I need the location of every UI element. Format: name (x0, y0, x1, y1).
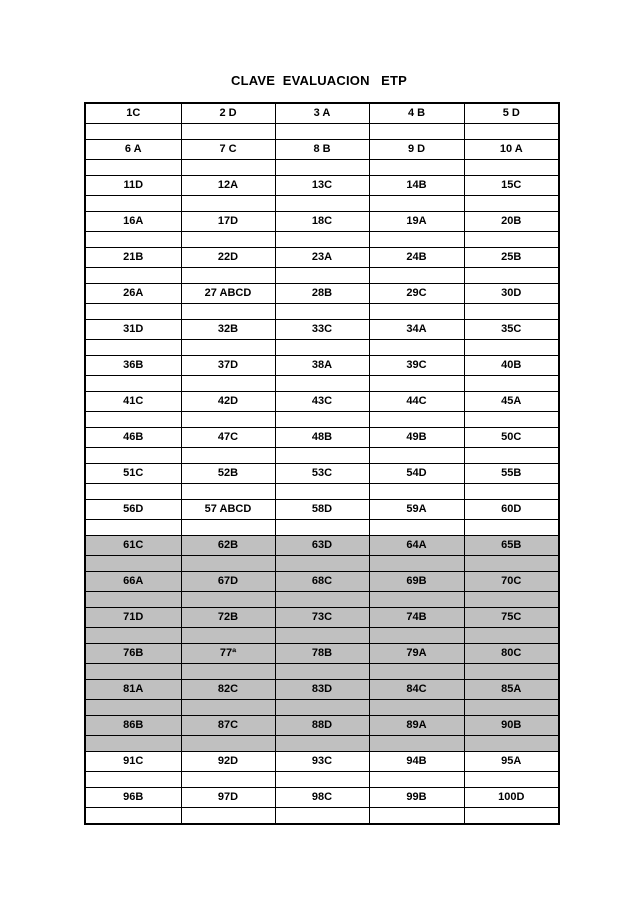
answer-cell: 39C (369, 356, 464, 376)
answer-cell: 91C (85, 752, 181, 772)
answer-cell: 29C (369, 284, 464, 304)
answer-row (85, 572, 559, 592)
answer-cell: 90B (464, 716, 559, 736)
spacer-row (85, 700, 559, 716)
answer-row (85, 392, 559, 412)
spacer-cell (181, 556, 275, 572)
answer-cell: 33C (275, 320, 369, 340)
spacer-cell (181, 664, 275, 680)
answer-cell: 64A (369, 536, 464, 556)
answer-cell: 89A (369, 716, 464, 736)
answer-cell: 80C (464, 644, 559, 664)
spacer-cell (464, 196, 559, 212)
answer-cell: 14B (369, 176, 464, 196)
spacer-row (85, 232, 559, 248)
answer-row (85, 644, 559, 664)
spacer-cell (85, 448, 181, 464)
spacer-cell (369, 592, 464, 608)
spacer-cell (464, 124, 559, 140)
spacer-cell (369, 736, 464, 752)
spacer-cell (369, 556, 464, 572)
answer-cell: 76B (85, 644, 181, 664)
spacer-cell (85, 160, 181, 176)
spacer-cell (85, 196, 181, 212)
answer-cell: 23A (275, 248, 369, 268)
answer-cell: 13C (275, 176, 369, 196)
answer-cell: 34A (369, 320, 464, 340)
answer-cell: 12A (181, 176, 275, 196)
spacer-row (85, 448, 559, 464)
spacer-cell (181, 448, 275, 464)
spacer-cell (275, 664, 369, 680)
answer-cell: 5 D (464, 103, 559, 124)
spacer-row (85, 736, 559, 752)
answer-cell: 54D (369, 464, 464, 484)
spacer-row (85, 196, 559, 212)
answer-row (85, 536, 559, 556)
spacer-cell (275, 808, 369, 825)
answer-cell: 81A (85, 680, 181, 700)
spacer-cell (464, 700, 559, 716)
answer-row (85, 356, 559, 376)
answer-cell: 11D (85, 176, 181, 196)
spacer-cell (181, 592, 275, 608)
spacer-cell (275, 340, 369, 356)
answer-cell: 30D (464, 284, 559, 304)
spacer-cell (464, 556, 559, 572)
spacer-cell (275, 160, 369, 176)
answer-cell: 75C (464, 608, 559, 628)
spacer-cell (85, 592, 181, 608)
spacer-row (85, 304, 559, 320)
answer-cell: 45A (464, 392, 559, 412)
spacer-cell (275, 556, 369, 572)
spacer-cell (85, 700, 181, 716)
spacer-cell (85, 304, 181, 320)
spacer-cell (181, 304, 275, 320)
spacer-cell (464, 628, 559, 644)
answer-cell: 79A (369, 644, 464, 664)
answer-cell: 53C (275, 464, 369, 484)
spacer-cell (181, 700, 275, 716)
spacer-cell (464, 808, 559, 825)
answer-row (85, 140, 559, 160)
spacer-cell (369, 484, 464, 500)
spacer-cell (181, 268, 275, 284)
spacer-cell (369, 772, 464, 788)
spacer-row (85, 124, 559, 140)
answer-cell: 66A (85, 572, 181, 592)
spacer-cell (464, 232, 559, 248)
answer-cell: 44C (369, 392, 464, 412)
spacer-row (85, 628, 559, 644)
answer-cell: 16A (85, 212, 181, 232)
spacer-cell (369, 628, 464, 644)
answer-row (85, 788, 559, 808)
spacer-cell (85, 520, 181, 536)
spacer-cell (369, 448, 464, 464)
spacer-cell (369, 412, 464, 428)
spacer-cell (275, 592, 369, 608)
answer-cell: 1C (85, 103, 181, 124)
spacer-cell (275, 448, 369, 464)
answer-row (85, 464, 559, 484)
spacer-cell (181, 124, 275, 140)
spacer-cell (181, 160, 275, 176)
answer-cell: 48B (275, 428, 369, 448)
answer-cell: 47C (181, 428, 275, 448)
spacer-cell (85, 376, 181, 392)
spacer-cell (275, 268, 369, 284)
answer-cell: 4 B (369, 103, 464, 124)
spacer-row (85, 484, 559, 500)
answer-cell: 65B (464, 536, 559, 556)
spacer-cell (181, 340, 275, 356)
answer-cell: 96B (85, 788, 181, 808)
answer-cell: 19A (369, 212, 464, 232)
answer-cell: 24B (369, 248, 464, 268)
answer-cell: 57 ABCD (181, 500, 275, 520)
spacer-cell (275, 412, 369, 428)
answer-cell: 68C (275, 572, 369, 592)
answer-cell: 88D (275, 716, 369, 736)
spacer-cell (464, 412, 559, 428)
answer-key-body (85, 103, 559, 824)
spacer-row (85, 592, 559, 608)
spacer-cell (85, 412, 181, 428)
spacer-cell (464, 484, 559, 500)
spacer-cell (181, 412, 275, 428)
spacer-cell (275, 124, 369, 140)
spacer-cell (275, 196, 369, 212)
spacer-row (85, 412, 559, 428)
spacer-cell (464, 268, 559, 284)
spacer-cell (369, 520, 464, 536)
spacer-cell (181, 808, 275, 825)
answer-cell: 42D (181, 392, 275, 412)
answer-cell: 97D (181, 788, 275, 808)
answer-cell: 63D (275, 536, 369, 556)
spacer-cell (85, 556, 181, 572)
answer-key-table (84, 102, 560, 825)
answer-cell: 95A (464, 752, 559, 772)
answer-cell: 36B (85, 356, 181, 376)
answer-cell: 40B (464, 356, 559, 376)
spacer-row (85, 160, 559, 176)
answer-cell: 15C (464, 176, 559, 196)
answer-row (85, 176, 559, 196)
spacer-cell (85, 484, 181, 500)
spacer-cell (369, 700, 464, 716)
spacer-row (85, 664, 559, 680)
answer-cell: 94B (369, 752, 464, 772)
spacer-cell (275, 232, 369, 248)
answer-row (85, 680, 559, 700)
answer-cell: 26A (85, 284, 181, 304)
answer-cell: 9 D (369, 140, 464, 160)
answer-cell: 43C (275, 392, 369, 412)
answer-cell: 78B (275, 644, 369, 664)
spacer-cell (464, 736, 559, 752)
spacer-cell (85, 736, 181, 752)
answer-cell: 59A (369, 500, 464, 520)
spacer-row (85, 520, 559, 536)
spacer-cell (181, 628, 275, 644)
answer-cell: 52B (181, 464, 275, 484)
answer-cell: 50C (464, 428, 559, 448)
answer-cell: 100D (464, 788, 559, 808)
spacer-cell (85, 628, 181, 644)
answer-cell: 86B (85, 716, 181, 736)
answer-row (85, 320, 559, 340)
answer-cell: 74B (369, 608, 464, 628)
answer-cell: 69B (369, 572, 464, 592)
answer-cell: 82C (181, 680, 275, 700)
answer-cell: 70C (464, 572, 559, 592)
answer-cell: 71D (85, 608, 181, 628)
spacer-cell (369, 304, 464, 320)
answer-cell: 62B (181, 536, 275, 556)
answer-cell: 38A (275, 356, 369, 376)
spacer-cell (275, 376, 369, 392)
spacer-row (85, 772, 559, 788)
spacer-cell (369, 664, 464, 680)
answer-row (85, 608, 559, 628)
spacer-row (85, 340, 559, 356)
answer-row (85, 428, 559, 448)
spacer-cell (369, 340, 464, 356)
spacer-row (85, 376, 559, 392)
answer-cell: 32B (181, 320, 275, 340)
spacer-cell (181, 484, 275, 500)
answer-cell: 20B (464, 212, 559, 232)
answer-cell: 61C (85, 536, 181, 556)
answer-row (85, 500, 559, 520)
spacer-cell (464, 772, 559, 788)
spacer-cell (85, 340, 181, 356)
spacer-cell (369, 808, 464, 825)
answer-cell: 35C (464, 320, 559, 340)
answer-cell: 22D (181, 248, 275, 268)
answer-cell: 2 D (181, 103, 275, 124)
answer-cell: 31D (85, 320, 181, 340)
answer-cell: 3 A (275, 103, 369, 124)
spacer-cell (464, 304, 559, 320)
spacer-cell (85, 124, 181, 140)
answer-cell: 10 A (464, 140, 559, 160)
spacer-cell (464, 340, 559, 356)
spacer-cell (85, 772, 181, 788)
spacer-cell (181, 376, 275, 392)
spacer-row (85, 808, 559, 825)
answer-cell: 55B (464, 464, 559, 484)
spacer-cell (369, 376, 464, 392)
answer-cell: 7 C (181, 140, 275, 160)
spacer-cell (275, 628, 369, 644)
spacer-cell (464, 160, 559, 176)
spacer-cell (275, 736, 369, 752)
answer-cell: 17D (181, 212, 275, 232)
answer-cell: 25B (464, 248, 559, 268)
answer-cell: 77ª (181, 644, 275, 664)
spacer-cell (369, 232, 464, 248)
spacer-cell (464, 376, 559, 392)
answer-cell: 6 A (85, 140, 181, 160)
spacer-cell (275, 484, 369, 500)
answer-cell: 93C (275, 752, 369, 772)
spacer-cell (275, 772, 369, 788)
spacer-cell (275, 700, 369, 716)
spacer-cell (181, 520, 275, 536)
answer-row (85, 103, 559, 124)
answer-cell: 99B (369, 788, 464, 808)
spacer-cell (464, 592, 559, 608)
spacer-cell (464, 520, 559, 536)
answer-cell: 98C (275, 788, 369, 808)
answer-cell: 92D (181, 752, 275, 772)
answer-row (85, 248, 559, 268)
answer-row (85, 716, 559, 736)
spacer-cell (181, 232, 275, 248)
answer-cell: 58D (275, 500, 369, 520)
answer-cell: 67D (181, 572, 275, 592)
answer-cell: 28B (275, 284, 369, 304)
answer-cell: 41C (85, 392, 181, 412)
answer-cell: 60D (464, 500, 559, 520)
spacer-cell (464, 448, 559, 464)
page-title: CLAVE EVALUACION ETP (230, 73, 408, 88)
answer-cell: 46B (85, 428, 181, 448)
answer-cell: 84C (369, 680, 464, 700)
answer-cell: 18C (275, 212, 369, 232)
spacer-cell (369, 268, 464, 284)
answer-cell: 85A (464, 680, 559, 700)
spacer-cell (181, 772, 275, 788)
answer-cell: 8 B (275, 140, 369, 160)
spacer-cell (275, 520, 369, 536)
answer-cell: 72B (181, 608, 275, 628)
answer-cell: 21B (85, 248, 181, 268)
answer-cell: 27 ABCD (181, 284, 275, 304)
answer-cell: 51C (85, 464, 181, 484)
spacer-cell (85, 268, 181, 284)
spacer-cell (85, 664, 181, 680)
answer-cell: 49B (369, 428, 464, 448)
spacer-cell (181, 196, 275, 212)
spacer-cell (85, 808, 181, 825)
spacer-cell (369, 196, 464, 212)
answer-row (85, 752, 559, 772)
answer-cell: 83D (275, 680, 369, 700)
spacer-cell (464, 664, 559, 680)
spacer-cell (369, 124, 464, 140)
answer-cell: 37D (181, 356, 275, 376)
spacer-row (85, 556, 559, 572)
spacer-cell (85, 232, 181, 248)
answer-cell: 73C (275, 608, 369, 628)
spacer-cell (369, 160, 464, 176)
spacer-cell (181, 736, 275, 752)
answer-row (85, 284, 559, 304)
answer-cell: 56D (85, 500, 181, 520)
spacer-row (85, 268, 559, 284)
answer-row (85, 212, 559, 232)
spacer-cell (275, 304, 369, 320)
answer-cell: 87C (181, 716, 275, 736)
